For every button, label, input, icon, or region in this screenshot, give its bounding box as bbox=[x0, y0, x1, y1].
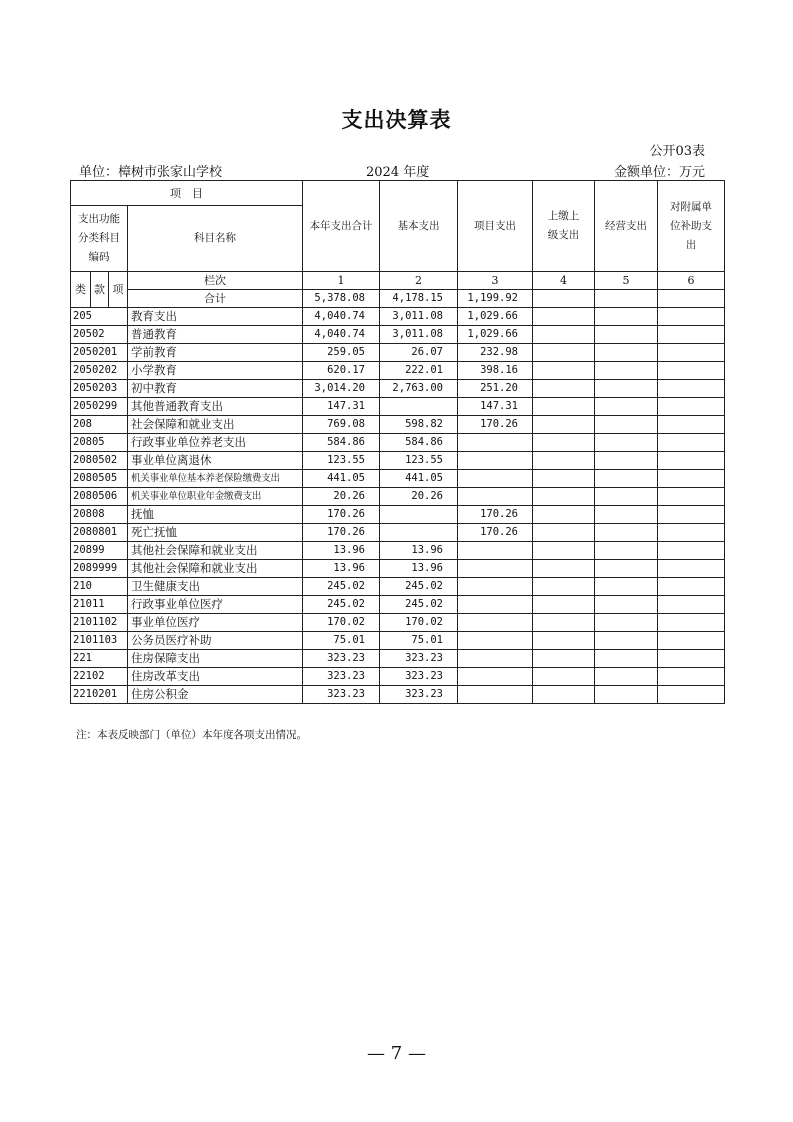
row-subsidiary bbox=[658, 650, 725, 668]
row-project bbox=[458, 596, 533, 614]
total-c4 bbox=[533, 290, 595, 308]
row-total: 13.96 bbox=[303, 542, 380, 560]
row-superior bbox=[533, 416, 595, 434]
header-col-business: 经营支出 bbox=[595, 181, 658, 272]
row-total: 170.26 bbox=[303, 506, 380, 524]
table-row bbox=[71, 326, 725, 344]
row-subject-name: 小学教育 bbox=[128, 362, 303, 380]
table-row bbox=[71, 632, 725, 650]
row-superior bbox=[533, 398, 595, 416]
row-code: 20805 bbox=[71, 434, 128, 452]
row-subsidiary bbox=[658, 470, 725, 488]
table-row bbox=[71, 434, 725, 452]
row-subject-name: 住房改革支出 bbox=[128, 668, 303, 686]
row-superior bbox=[533, 326, 595, 344]
row-total: 13.96 bbox=[303, 560, 380, 578]
row-subsidiary bbox=[658, 596, 725, 614]
row-code: 2050203 bbox=[71, 380, 128, 398]
table-row bbox=[71, 596, 725, 614]
row-subject-name: 其他社会保障和就业支出 bbox=[128, 560, 303, 578]
row-business bbox=[595, 434, 658, 452]
row-total: 170.26 bbox=[303, 524, 380, 542]
row-basic bbox=[380, 506, 458, 524]
header-col-basic: 基本支出 bbox=[380, 181, 458, 272]
table-row bbox=[71, 560, 725, 578]
row-subsidiary bbox=[658, 398, 725, 416]
row-total: 620.17 bbox=[303, 362, 380, 380]
row-project: 251.20 bbox=[458, 380, 533, 398]
row-basic: 245.02 bbox=[380, 578, 458, 596]
row-project: 398.16 bbox=[458, 362, 533, 380]
row-basic: 13.96 bbox=[380, 542, 458, 560]
row-business bbox=[595, 470, 658, 488]
row-code: 208 bbox=[71, 416, 128, 434]
row-code: 21011 bbox=[71, 596, 128, 614]
row-basic: 26.07 bbox=[380, 344, 458, 362]
row-business bbox=[595, 308, 658, 326]
row-subsidiary bbox=[658, 542, 725, 560]
row-subsidiary bbox=[658, 452, 725, 470]
row-basic: 584.86 bbox=[380, 434, 458, 452]
row-superior bbox=[533, 650, 595, 668]
header-col-superior: 上缴上级支出 bbox=[533, 181, 595, 272]
row-total: 4,040.74 bbox=[303, 308, 380, 326]
row-total: 170.02 bbox=[303, 614, 380, 632]
table-row bbox=[71, 362, 725, 380]
row-superior bbox=[533, 488, 595, 506]
row-project: 232.98 bbox=[458, 344, 533, 362]
row-subject-name: 其他社会保障和就业支出 bbox=[128, 542, 303, 560]
year-label: 2024 年度 bbox=[366, 165, 430, 180]
row-total: 245.02 bbox=[303, 596, 380, 614]
row-business bbox=[595, 488, 658, 506]
total-label: 合计 bbox=[128, 290, 303, 308]
row-subsidiary bbox=[658, 344, 725, 362]
table-row bbox=[71, 344, 725, 362]
row-superior bbox=[533, 344, 595, 362]
row-business bbox=[595, 686, 658, 704]
row-total: 584.86 bbox=[303, 434, 380, 452]
row-project bbox=[458, 452, 533, 470]
row-superior bbox=[533, 434, 595, 452]
row-total: 147.31 bbox=[303, 398, 380, 416]
row-project: 147.31 bbox=[458, 398, 533, 416]
table-row bbox=[71, 308, 725, 326]
row-basic: 2,763.00 bbox=[380, 380, 458, 398]
table-row bbox=[71, 470, 725, 488]
money-unit-label: 金额单位：万元 bbox=[613, 165, 705, 180]
row-subsidiary bbox=[658, 308, 725, 326]
row-subsidiary bbox=[658, 488, 725, 506]
row-business bbox=[595, 362, 658, 380]
row-business bbox=[595, 578, 658, 596]
row-subject-name: 抚恤 bbox=[128, 506, 303, 524]
row-superior bbox=[533, 686, 595, 704]
expenditure-table bbox=[70, 180, 725, 704]
row-code: 2089999 bbox=[71, 560, 128, 578]
header-col-order: 栏次 bbox=[128, 272, 303, 290]
row-code: 20808 bbox=[71, 506, 128, 524]
row-project: 170.26 bbox=[458, 524, 533, 542]
row-subject-name: 卫生健康支出 bbox=[128, 578, 303, 596]
row-total: 769.08 bbox=[303, 416, 380, 434]
col-number-3: 3 bbox=[458, 272, 533, 290]
row-code: 2210201 bbox=[71, 686, 128, 704]
table-code-note: 公开03表 bbox=[649, 144, 705, 159]
total-c1: 5,378.08 bbox=[303, 290, 380, 308]
row-business bbox=[595, 344, 658, 362]
row-project bbox=[458, 578, 533, 596]
row-code: 2080505 bbox=[71, 470, 128, 488]
row-subject-name: 其他普通教育支出 bbox=[128, 398, 303, 416]
row-business bbox=[595, 542, 658, 560]
row-total: 245.02 bbox=[303, 578, 380, 596]
row-basic: 598.82 bbox=[380, 416, 458, 434]
footnote: 注：本表反映部门（单位）本年度各项支出情况。 bbox=[76, 729, 307, 741]
row-subsidiary bbox=[658, 632, 725, 650]
row-project bbox=[458, 434, 533, 452]
page-title: 支出决算表 bbox=[341, 107, 452, 132]
row-business bbox=[595, 398, 658, 416]
table-row bbox=[71, 524, 725, 542]
row-code: 2050201 bbox=[71, 344, 128, 362]
row-superior bbox=[533, 578, 595, 596]
row-subject-name: 机关事业单位基本养老保险缴费支出 bbox=[128, 470, 303, 488]
row-basic: 13.96 bbox=[380, 560, 458, 578]
header-col-total: 本年支出合计 bbox=[303, 181, 380, 272]
row-subject-name: 住房保障支出 bbox=[128, 650, 303, 668]
header-col-project: 项目支出 bbox=[458, 181, 533, 272]
row-superior bbox=[533, 614, 595, 632]
row-superior bbox=[533, 362, 595, 380]
row-project: 170.26 bbox=[458, 506, 533, 524]
row-code: 2080801 bbox=[71, 524, 128, 542]
total-c3: 1,199.92 bbox=[458, 290, 533, 308]
row-total: 3,014.20 bbox=[303, 380, 380, 398]
table-row bbox=[71, 650, 725, 668]
row-project bbox=[458, 686, 533, 704]
row-superior bbox=[533, 596, 595, 614]
row-subject-name: 事业单位离退休 bbox=[128, 452, 303, 470]
row-superior bbox=[533, 542, 595, 560]
row-business bbox=[595, 560, 658, 578]
header-section: 款 bbox=[91, 272, 109, 308]
row-superior bbox=[533, 632, 595, 650]
row-subject-name: 公务员医疗补助 bbox=[128, 632, 303, 650]
row-code: 2050299 bbox=[71, 398, 128, 416]
row-superior bbox=[533, 380, 595, 398]
row-subsidiary bbox=[658, 668, 725, 686]
row-business bbox=[595, 452, 658, 470]
row-project bbox=[458, 470, 533, 488]
col-number-2: 2 bbox=[380, 272, 458, 290]
row-project bbox=[458, 632, 533, 650]
row-basic: 323.23 bbox=[380, 668, 458, 686]
row-subject-name: 行政事业单位医疗 bbox=[128, 596, 303, 614]
row-total: 323.23 bbox=[303, 686, 380, 704]
table-row bbox=[71, 614, 725, 632]
row-subsidiary bbox=[658, 506, 725, 524]
row-business bbox=[595, 650, 658, 668]
row-basic: 3,011.08 bbox=[380, 308, 458, 326]
row-subsidiary bbox=[658, 578, 725, 596]
row-basic: 170.02 bbox=[380, 614, 458, 632]
row-subsidiary bbox=[658, 614, 725, 632]
row-subsidiary bbox=[658, 434, 725, 452]
row-superior bbox=[533, 524, 595, 542]
header-class: 类 bbox=[71, 272, 91, 308]
table-row bbox=[71, 578, 725, 596]
row-project bbox=[458, 668, 533, 686]
row-project bbox=[458, 614, 533, 632]
header-project: 项 目 bbox=[71, 181, 303, 206]
row-business bbox=[595, 668, 658, 686]
row-code: 210 bbox=[71, 578, 128, 596]
row-subsidiary bbox=[658, 380, 725, 398]
row-total: 323.23 bbox=[303, 650, 380, 668]
row-code: 20899 bbox=[71, 542, 128, 560]
row-superior bbox=[533, 668, 595, 686]
row-subsidiary bbox=[658, 362, 725, 380]
table-row bbox=[71, 506, 725, 524]
row-subsidiary bbox=[658, 524, 725, 542]
row-business bbox=[595, 506, 658, 524]
row-superior bbox=[533, 452, 595, 470]
row-subsidiary bbox=[658, 686, 725, 704]
row-superior bbox=[533, 308, 595, 326]
col-number-1: 1 bbox=[303, 272, 380, 290]
row-subject-name: 学前教育 bbox=[128, 344, 303, 362]
table-row bbox=[71, 452, 725, 470]
row-project bbox=[458, 650, 533, 668]
row-subject-name: 普通教育 bbox=[128, 326, 303, 344]
row-code: 2080502 bbox=[71, 452, 128, 470]
row-basic: 123.55 bbox=[380, 452, 458, 470]
row-superior bbox=[533, 560, 595, 578]
row-business bbox=[595, 614, 658, 632]
row-total: 123.55 bbox=[303, 452, 380, 470]
row-project: 1,029.66 bbox=[458, 326, 533, 344]
row-code: 2050202 bbox=[71, 362, 128, 380]
header-col-subsidiary: 对附属单位补助支出 bbox=[658, 181, 725, 272]
table-row bbox=[71, 668, 725, 686]
row-project bbox=[458, 542, 533, 560]
table-row bbox=[71, 380, 725, 398]
row-subsidiary bbox=[658, 416, 725, 434]
row-total: 259.05 bbox=[303, 344, 380, 362]
col-number-5: 5 bbox=[595, 272, 658, 290]
row-code: 22102 bbox=[71, 668, 128, 686]
header-item: 项 bbox=[109, 272, 128, 308]
row-project bbox=[458, 560, 533, 578]
row-subsidiary bbox=[658, 326, 725, 344]
row-code: 2101102 bbox=[71, 614, 128, 632]
row-business bbox=[595, 596, 658, 614]
row-code: 2080506 bbox=[71, 488, 128, 506]
total-c2: 4,178.15 bbox=[380, 290, 458, 308]
row-code: 2101103 bbox=[71, 632, 128, 650]
row-business bbox=[595, 326, 658, 344]
table-row bbox=[71, 398, 725, 416]
row-project bbox=[458, 488, 533, 506]
row-code: 205 bbox=[71, 308, 128, 326]
table-row bbox=[71, 416, 725, 434]
header-subject-name: 科目名称 bbox=[128, 206, 303, 272]
col-number-4: 4 bbox=[533, 272, 595, 290]
row-total: 441.05 bbox=[303, 470, 380, 488]
table-row bbox=[71, 686, 725, 704]
page-number: — 7 — bbox=[367, 1043, 426, 1064]
row-total: 20.26 bbox=[303, 488, 380, 506]
row-basic bbox=[380, 398, 458, 416]
row-basic: 20.26 bbox=[380, 488, 458, 506]
row-basic: 245.02 bbox=[380, 596, 458, 614]
row-superior bbox=[533, 470, 595, 488]
row-subject-name: 事业单位医疗 bbox=[128, 614, 303, 632]
row-total: 4,040.74 bbox=[303, 326, 380, 344]
row-business bbox=[595, 416, 658, 434]
row-subject-name: 社会保障和就业支出 bbox=[128, 416, 303, 434]
row-superior bbox=[533, 506, 595, 524]
row-total: 323.23 bbox=[303, 668, 380, 686]
row-basic: 3,011.08 bbox=[380, 326, 458, 344]
table-row bbox=[71, 488, 725, 506]
table-row bbox=[71, 542, 725, 560]
col-number-6: 6 bbox=[658, 272, 725, 290]
row-basic bbox=[380, 524, 458, 542]
row-total: 75.01 bbox=[303, 632, 380, 650]
row-subject-name: 住房公积金 bbox=[128, 686, 303, 704]
row-subject-name: 行政事业单位养老支出 bbox=[128, 434, 303, 452]
row-business bbox=[595, 524, 658, 542]
row-subject-name: 教育支出 bbox=[128, 308, 303, 326]
row-project: 1,029.66 bbox=[458, 308, 533, 326]
row-basic: 323.23 bbox=[380, 686, 458, 704]
row-subsidiary bbox=[658, 560, 725, 578]
row-code: 20502 bbox=[71, 326, 128, 344]
row-subject-name: 死亡抚恤 bbox=[128, 524, 303, 542]
unit-label: 单位：樟树市张家山学校 bbox=[79, 165, 223, 180]
row-business bbox=[595, 380, 658, 398]
row-basic: 323.23 bbox=[380, 650, 458, 668]
row-basic: 441.05 bbox=[380, 470, 458, 488]
row-subject-name: 机关事业单位职业年金缴费支出 bbox=[128, 488, 303, 506]
total-c6 bbox=[658, 290, 725, 308]
row-code: 221 bbox=[71, 650, 128, 668]
row-business bbox=[595, 632, 658, 650]
total-c5 bbox=[595, 290, 658, 308]
row-subject-name: 初中教育 bbox=[128, 380, 303, 398]
header-code-group: 支出功能分类科目编码 bbox=[71, 206, 128, 272]
row-basic: 75.01 bbox=[380, 632, 458, 650]
row-basic: 222.01 bbox=[380, 362, 458, 380]
row-project: 170.26 bbox=[458, 416, 533, 434]
